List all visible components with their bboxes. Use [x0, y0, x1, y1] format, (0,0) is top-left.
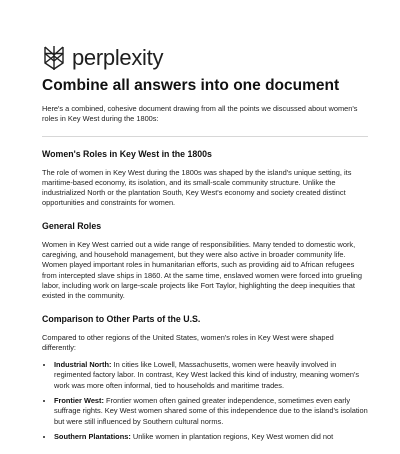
- comparison-section: [42, 314, 368, 443]
- perplexity-logo-icon: [42, 45, 66, 71]
- main-section: [42, 149, 368, 209]
- list-item-text: In cities like Lowell, Massachusetts, women were heavily involved in regimented factory labor. In contrast, Key West lacked this kind of industry, meaning women's work was more often informal, tied to households and maritime trades.: [54, 360, 360, 390]
- comparison-list: [42, 360, 368, 442]
- list-item-label: Frontier West:: [54, 396, 104, 406]
- list-item-text: Frontier women often gained greater independence, sometimes even early suffrage rights. Key West women shared some of this independence due to the island's isolation but were still influenced by Southern cultural norms.: [54, 396, 368, 426]
- divider: [42, 136, 368, 137]
- general-roles-heading: General Roles: [42, 220, 102, 231]
- document-title: Combine all answers into one document: [42, 77, 340, 94]
- list-item: [54, 432, 368, 442]
- list-item: [54, 360, 368, 391]
- general-roles-section: [42, 221, 368, 302]
- list-item-label: Industrial North:: [54, 360, 112, 370]
- comparison-heading: Comparison to Other Parts of the U.S.: [42, 313, 201, 324]
- main-paragraph: The role of women in Key West during the 1800s was shaped by the island's unique setting, its maritime-based economy, its isolation, and its small-scale community structure. Unlike the industrialized North or the plantation South, Key West's economy and society created distinct opportunities and constraints for women.: [42, 167, 352, 208]
- main-heading: Women's Roles in Key West in the 1800s: [42, 148, 212, 159]
- list-item-text: Unlike women in plantation regions, Key West women did not: [130, 431, 334, 441]
- list-item: [54, 396, 368, 427]
- comparison-paragraph: Compared to other regions of the United States, women's roles in Key West were shaped differently:: [42, 332, 334, 352]
- brand-header: [42, 44, 163, 72]
- document-content: [42, 76, 368, 454]
- list-item-label: Southern Plantations:: [54, 431, 131, 441]
- intro-paragraph: Here's a combined, cohesive document drawing from all the points we discussed about women's roles in Key West during the 1800s:: [42, 104, 358, 124]
- general-roles-paragraph: Women in Key West carried out a wide range of responsibilities. Many tended to domestic work, caregiving, and household management, but they were also active in broader community life. Women played important roles in humanitarian efforts, such as providing aid to African refugees from intercepted slave ships in 1860. At the same time, enslaved women were forced into grueling labor, including work on large-scale projects like Fort Taylor, highlighting the deep inequities that existed in the community.: [42, 239, 363, 301]
- brand-name: perplexity: [72, 45, 164, 70]
